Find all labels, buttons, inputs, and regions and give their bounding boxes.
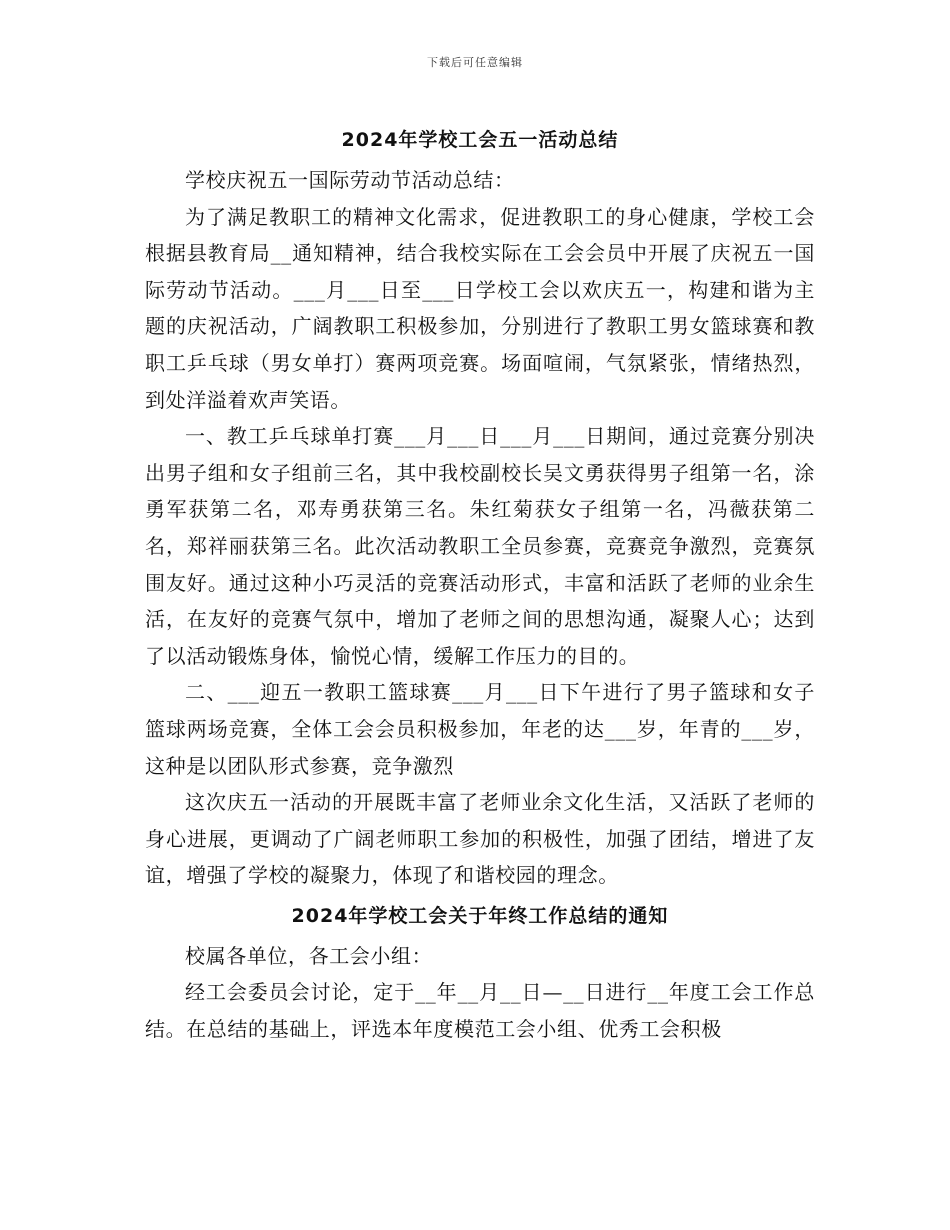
section-title: 2024年学校工会关于年终工作总结的通知: [291, 904, 669, 927]
header-note: 下载后可任意编辑: [427, 56, 523, 69]
paragraph: 经工会委员会讨论，定于__年__月__日—__日进行__年度工会工作总结。在总结的基础上，评选本年度模范工会小组、优秀工会积极: [145, 980, 815, 1042]
paragraph: 为了满足教职工的精神文化需求，促进教职工的身心健康，学校工会根据县教育局__通知精神，结合我校实际在工会会员中开展了庆祝五一国际劳动节活动。___月___日至___日学校工会以欢庆五一，构建和谐为主题的庆祝活动，广阔教职工积极参加，分别进行了教职工男女篮球赛和教职工乒乓球（男女单打）赛两项竞赛。场面喧闹，气氛紧张，情绪热烈，到处洋溢着欢声笑语。: [145, 204, 815, 412]
section-title: 2024年学校工会五一活动总结: [341, 129, 619, 151]
paragraph: 学校庆祝五一国际劳动节活动总结：: [185, 168, 515, 192]
paragraph: 校属各单位，各工会小组：: [185, 943, 433, 968]
paragraph: 一、教工乒乓球单打赛___月___日___月___日期间，通过竞赛分别决出男子组和女子组前三名，其中我校副校长吴文勇获得男子组第一名，涂勇军获第二名，邓寿勇获第三名。朱红菊获女子组第一名，冯薇获第二名，郑祥丽获第三名。此次活动教职工全员参赛，竞赛竞争激烈，竞赛氛围友好。通过这种小巧灵活的竞赛活动形式，丰富和活跃了老师的业余生活，在友好的竞赛气氛中，增加了老师之间的思想沟通，凝聚人心；达到了以活动锻炼身体，愉悦心情，缓解工作压力的目的。: [145, 424, 815, 668]
paragraph: 二、___迎五一教职工篮球赛___月___日下午进行了男子篮球和女子篮球两场竞赛，全体工会会员积极参加，年老的达___岁，年青的___岁，这种是以团队形式参赛，竞争激烈: [145, 680, 815, 778]
paragraph: 这次庆五一活动的开展既丰富了老师业余文化生活，又活跃了老师的身心进展，更调动了广阔老师职工参加的积极性，加强了团结，增进了友谊，增强了学校的凝聚力，体现了和谐校园的理念。: [145, 790, 815, 888]
document-body: [145, 118, 815, 1048]
